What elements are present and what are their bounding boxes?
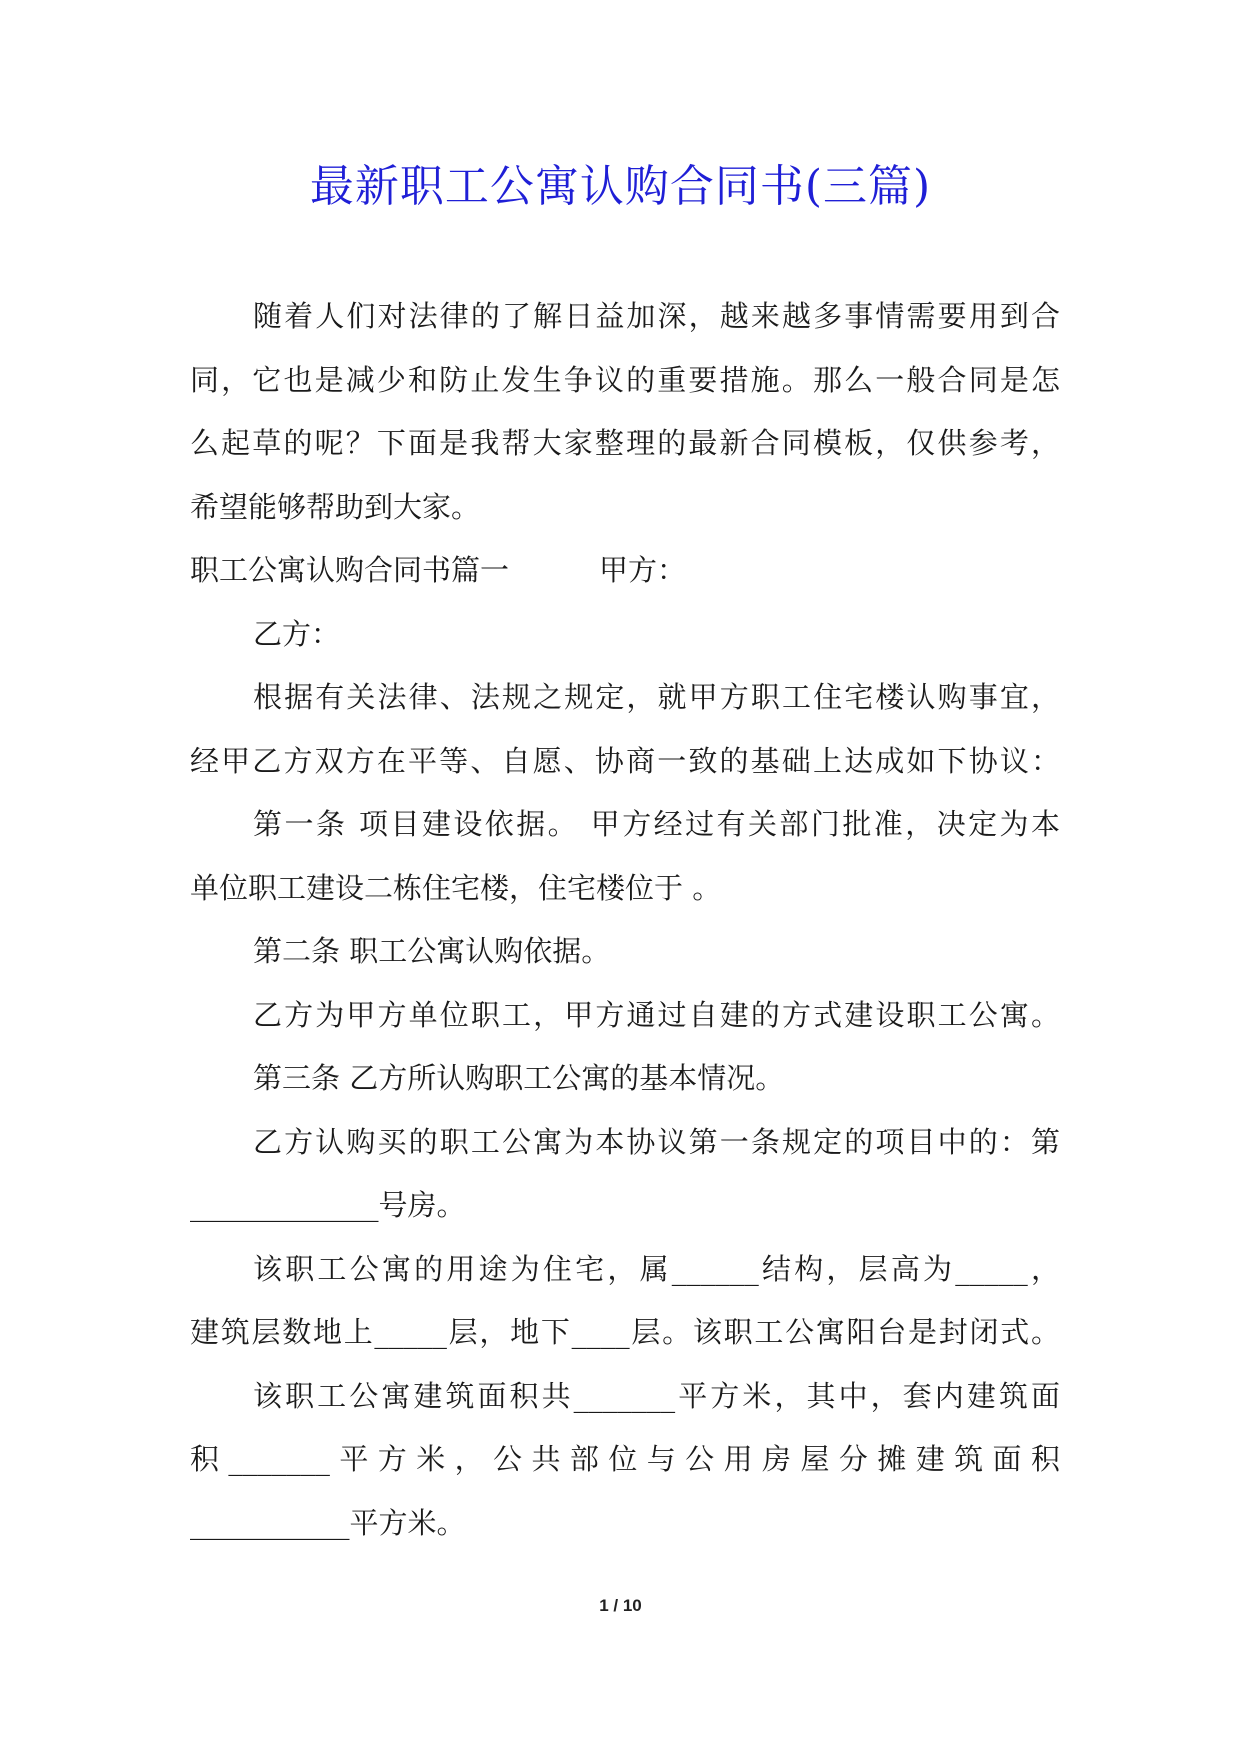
paragraph-line: 经甲乙方双方在平等、自愿、协商一致的基础上达成如下协议： xyxy=(190,743,1060,778)
paragraph-line: 随着人们对法律的了解日益加深，越来越多事情需要用到合 xyxy=(253,299,1060,333)
paragraph-line: 积_______平方米，公共部位与公用房屋分摊建筑面积 xyxy=(190,1442,1060,1476)
paragraph-line: ___________平方米。 xyxy=(190,1505,466,1540)
paragraph-line: _____________号房。 xyxy=(190,1188,466,1222)
section-heading-line xyxy=(190,539,1060,603)
paragraph-line: 根据有关法律、法规之规定，就甲方职工住宅楼认购事宜， xyxy=(253,680,1060,714)
paragraph-line: 同，它也是减少和防止发生争议的重要措施。那么一般合同是怎 xyxy=(190,362,1060,397)
page-number: 1 / 10 xyxy=(599,1596,642,1615)
document-body xyxy=(190,285,1060,1555)
party-b-label: 乙方： xyxy=(253,616,341,651)
paragraph-line: 该职工公寓建筑面积共_______平方米，其中，套内建筑面 xyxy=(253,1378,1060,1413)
paragraph-line: 希望能够帮助到大家。 xyxy=(190,489,481,524)
paragraph-line: 建筑层数地上_____层，地下____层。该职工公寓阳台是封闭式。 xyxy=(190,1315,1060,1349)
paragraph-line: 么起草的呢？下面是我帮大家整理的最新合同模板，仅供参考， xyxy=(190,426,1060,460)
paragraph-line: 单位职工建设二栋住宅楼，住宅楼位于 。 xyxy=(190,870,722,905)
article-line: 第一条 项目建设依据。 甲方经过有关部门批准，决定为本 xyxy=(253,807,1060,841)
party-a-label: 甲方： xyxy=(599,553,687,587)
paragraph-line: 乙方认购买的职工公寓为本协议第一条规定的项目中的：第 xyxy=(253,1124,1060,1159)
paragraph-line: 乙方为甲方单位职工，甲方通过自建的方式建设职工公寓。 xyxy=(253,997,1060,1032)
section-heading: 职工公寓认购合同书篇一 xyxy=(190,553,510,587)
article-line: 第三条 乙方所认购职工公寓的基本情况。 xyxy=(253,1061,785,1095)
document-title: 最新职工公寓认购合同书(三篇) xyxy=(309,161,932,212)
article-line: 第二条 职工公寓认购依据。 xyxy=(253,934,611,968)
paragraph-line: 该职工公寓的用途为住宅，属______结构，层高为_____， xyxy=(253,1251,1060,1286)
